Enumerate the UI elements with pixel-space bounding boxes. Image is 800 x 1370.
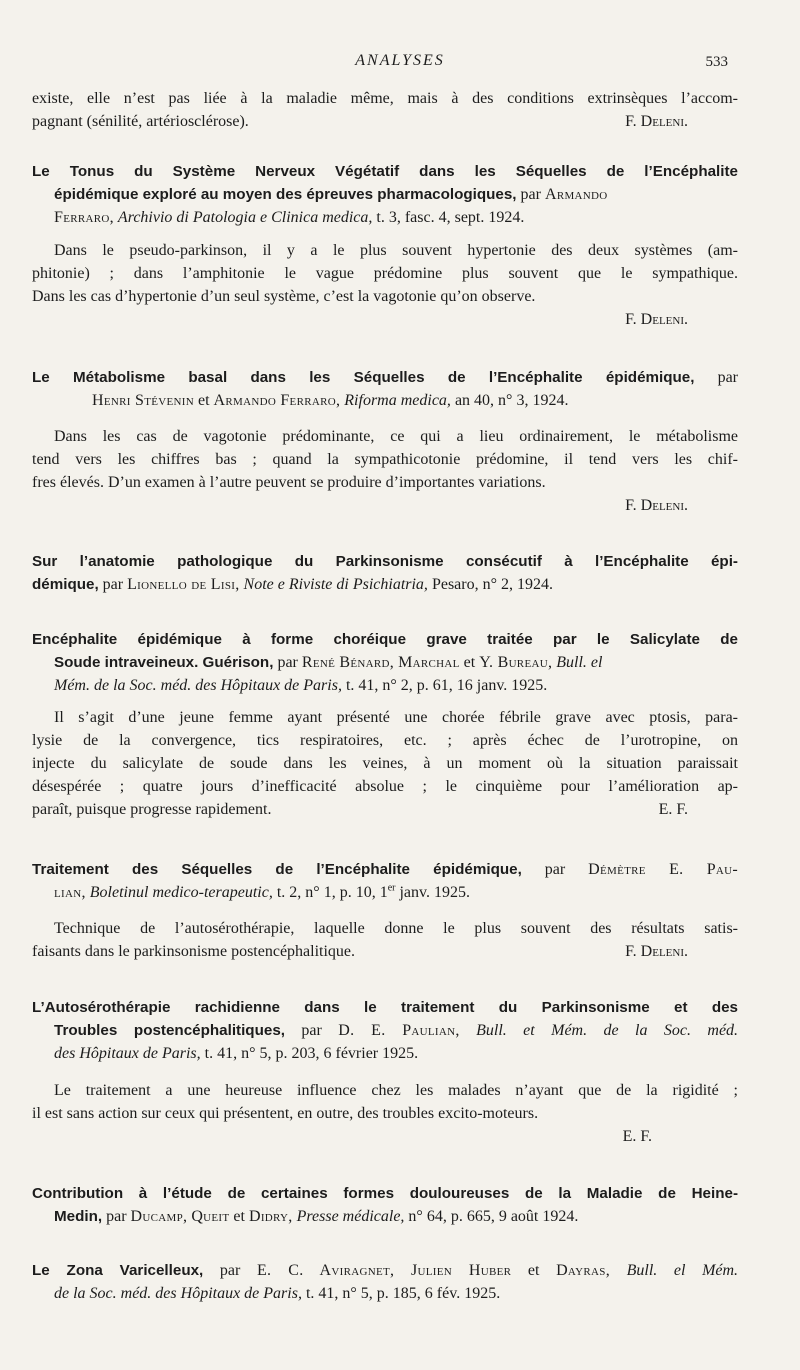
journal: Bull. el <box>556 654 603 671</box>
body-line: lysie de la convergence, tics respiratoires, etc. ; après échec de l’urotropine, on <box>32 732 738 749</box>
journal: Boletinul medico-terapeutic, <box>89 884 273 901</box>
by-word: par <box>219 1262 241 1279</box>
article-title-cont <box>32 183 738 206</box>
author: Henri Stévenin <box>92 392 194 409</box>
article-title-cont <box>32 651 738 674</box>
journal: Note e Riviste di Psichiatria, <box>243 576 428 593</box>
body-line: Dans le pseudo-parkinson, il y a le plus souvent hypertonie des deux systèmes (am- <box>54 242 738 259</box>
by-word: par <box>277 654 298 671</box>
reference: t. 41, n° 5, p. 203, 6 février 1925. <box>204 1045 419 1062</box>
article-title: Soude intraveineux. Guérison, <box>54 654 274 671</box>
running-title: ANALYSES <box>355 52 445 69</box>
journal: des Hôpitaux de Paris, <box>54 1045 201 1062</box>
body-line: pagnant (sénilité, artériosclérose). <box>32 113 249 130</box>
reference-sup: er <box>387 882 396 894</box>
article-title: Contribution à l’étude de certaines formes douloureuses de la Maladie de Heine- <box>32 1185 738 1202</box>
by-word: par <box>544 861 566 878</box>
author: Lionello de Lisi, <box>127 576 240 593</box>
by-word: par <box>520 186 541 203</box>
article-title-line <box>32 366 738 389</box>
signature: F. Deleni. <box>625 943 688 960</box>
article-ref <box>32 674 738 697</box>
signature: F. Deleni. <box>625 497 688 514</box>
article-title: Traitement des Séquelles de l’Encéphalite épidémique, <box>32 861 522 878</box>
article-title: Le Zona Varicelleux, <box>32 1262 204 1279</box>
reference-part: t. 2, n° 1, p. 10, 1 <box>276 884 388 901</box>
body-line: Dans les cas de vagotonie prédominante, ce qui a lieu ordinairement, le métabolisme <box>54 428 738 445</box>
body-line: Il s’agit d’une jeune femme ayant présenté une chorée fébrile grave avec ptosis, para- <box>54 709 738 726</box>
body-line: phitonie) ; dans l’amphitonie le vague prédomine plus souvent que le sympathique. <box>32 265 738 282</box>
author: René Bénard, <box>301 654 395 671</box>
article-title: Medin, <box>54 1208 103 1225</box>
signature: F. Deleni. <box>625 311 688 328</box>
article-ref <box>32 573 738 596</box>
body-line: Le traitement a une heureuse influence chez les malades n’ayant que de la rigidité ; <box>54 1082 738 1099</box>
journal: de la Soc. méd. des Hôpitaux de Paris, <box>54 1285 302 1302</box>
article-encephalite-choreique <box>32 628 738 821</box>
and-word: et <box>463 654 476 671</box>
by-word: par <box>717 369 738 386</box>
author: Ferraro, <box>54 209 114 226</box>
body-line: tend vers les chiffres bas ; quand la sympathicotonie prédomine, il tend vers les chif- <box>32 451 738 468</box>
article-zona-varicelleux <box>32 1259 738 1305</box>
body-line: Technique de l’autosérothérapie, laquelle donne le plus souvent des résultats satis- <box>54 920 738 937</box>
body-line: existe, elle n’est pas liée à la maladie même, mais à des conditions extrinsèques l’accom- <box>32 90 738 107</box>
reference <box>277 884 470 901</box>
journal: Bull. el Mém. <box>626 1262 739 1279</box>
journal: Bull. et Mém. de la Soc. méd. <box>476 1022 739 1039</box>
body-line: il est sans action sur ceux qui présentent, en outre, des troubles excito-moteurs. <box>32 1105 539 1122</box>
author: Ducamp, <box>130 1208 188 1225</box>
and-word: et <box>527 1262 540 1279</box>
article-title-cont <box>32 1019 738 1042</box>
reference: t. 3, fasc. 4, sept. 1924. <box>376 209 525 226</box>
running-header <box>0 52 800 74</box>
author: Armando Ferraro, <box>213 392 341 409</box>
signature: F. Deleni. <box>625 113 688 130</box>
signature: E. F. <box>658 801 688 818</box>
article-title: Le Métabolisme basal dans les Séquelles de l’Encéphalite épidémique, <box>32 369 695 386</box>
article-title: Troubles postencéphalitiques, <box>54 1022 285 1039</box>
article-title: démique, <box>32 576 99 593</box>
article-ref <box>32 881 738 904</box>
article-ref <box>32 206 738 229</box>
article-title: épidémique exploré au moyen des épreuves pharmacologiques, <box>54 186 517 203</box>
article-tonus <box>32 160 738 331</box>
by-word: par <box>106 1208 127 1225</box>
body-line: fres élevés. D’un examen à l’autre peuvent se produire d’importantes variations. <box>32 474 546 491</box>
body-line: Dans les cas d’hypertonie d’un seul système, c’est la vagotonie qu’on observe. <box>32 288 536 305</box>
author: Julien Huber <box>410 1262 512 1279</box>
signature: E. F. <box>622 1128 652 1145</box>
article-title: Le Tonus du Système Nerveux Végétatif dans les Séquelles de l’Encéphalite <box>32 163 738 180</box>
journal: Presse médicale, <box>296 1208 405 1225</box>
article-anatomie <box>32 550 738 596</box>
article-title-line <box>32 858 738 881</box>
author: Didry, <box>248 1208 293 1225</box>
journal: Archivio di Patologia e Clinica medica, <box>117 209 373 226</box>
article-title-line <box>32 1259 738 1282</box>
reference: t. 41, n° 2, p. 61, 16 janv. 1925. <box>345 677 548 694</box>
author: Armando <box>544 186 608 203</box>
author: Dayras, <box>556 1262 610 1279</box>
article-autoserotherapie <box>32 996 738 1148</box>
body-line: paraît, puisque progresse rapidement. <box>32 801 272 818</box>
body-line: faisants dans le parkinsonisme postencéphalitique. <box>32 943 356 960</box>
author: E. C. Aviragnet, <box>256 1262 395 1279</box>
body-line: injecte du salicylate de soude dans les veines, à un moment où la situation paraissait <box>32 755 738 772</box>
by-word: par <box>301 1022 322 1039</box>
author: Queit <box>191 1208 230 1225</box>
article-continuation <box>32 87 738 133</box>
reference: an 40, n° 3, 1924. <box>454 392 569 409</box>
reference: Pesaro, n° 2, 1924. <box>431 576 553 593</box>
author: D. E. Paulian, <box>338 1022 460 1039</box>
article-title: Encéphalite épidémique à forme choréique grave traitée par le Salicylate de <box>32 631 738 648</box>
article-ref <box>32 389 738 412</box>
article-title: L’Autosérothérapie rachidienne dans le traitement du Parkinsonisme et des <box>32 999 738 1016</box>
author: Marchal <box>398 654 460 671</box>
reference-part: janv. 1925. <box>395 884 470 901</box>
and-word: et <box>197 392 210 409</box>
journal: Mém. de la Soc. méd. des Hôpitaux de Paris, <box>54 677 342 694</box>
article-heine-medin <box>32 1182 738 1228</box>
article-title: Sur l’anatomie pathologique du Parkinsonisme consécutif à l’Encéphalite épi- <box>32 553 738 570</box>
article-metabolisme <box>32 366 738 517</box>
author: lian, <box>54 884 86 901</box>
by-word: par <box>102 576 124 593</box>
page-number: 533 <box>705 54 728 70</box>
and-word: et <box>233 1208 245 1225</box>
article-ref <box>32 1282 738 1305</box>
reference: n° 64, p. 665, 9 août 1924. <box>408 1208 579 1225</box>
article-ref <box>32 1042 738 1065</box>
journal: Riforma medica, <box>344 392 451 409</box>
article-ref <box>32 1205 738 1228</box>
body-line: désespérée ; quatre jours d’inefficacité absolue ; le cinquième pour l’amélioration ap- <box>32 778 738 795</box>
author: Démètre E. Pau- <box>588 861 739 878</box>
author: Y. Bureau, <box>479 654 553 671</box>
reference: t. 41, n° 5, p. 185, 6 fév. 1925. <box>305 1285 501 1302</box>
article-traitement-sequelles <box>32 858 738 963</box>
